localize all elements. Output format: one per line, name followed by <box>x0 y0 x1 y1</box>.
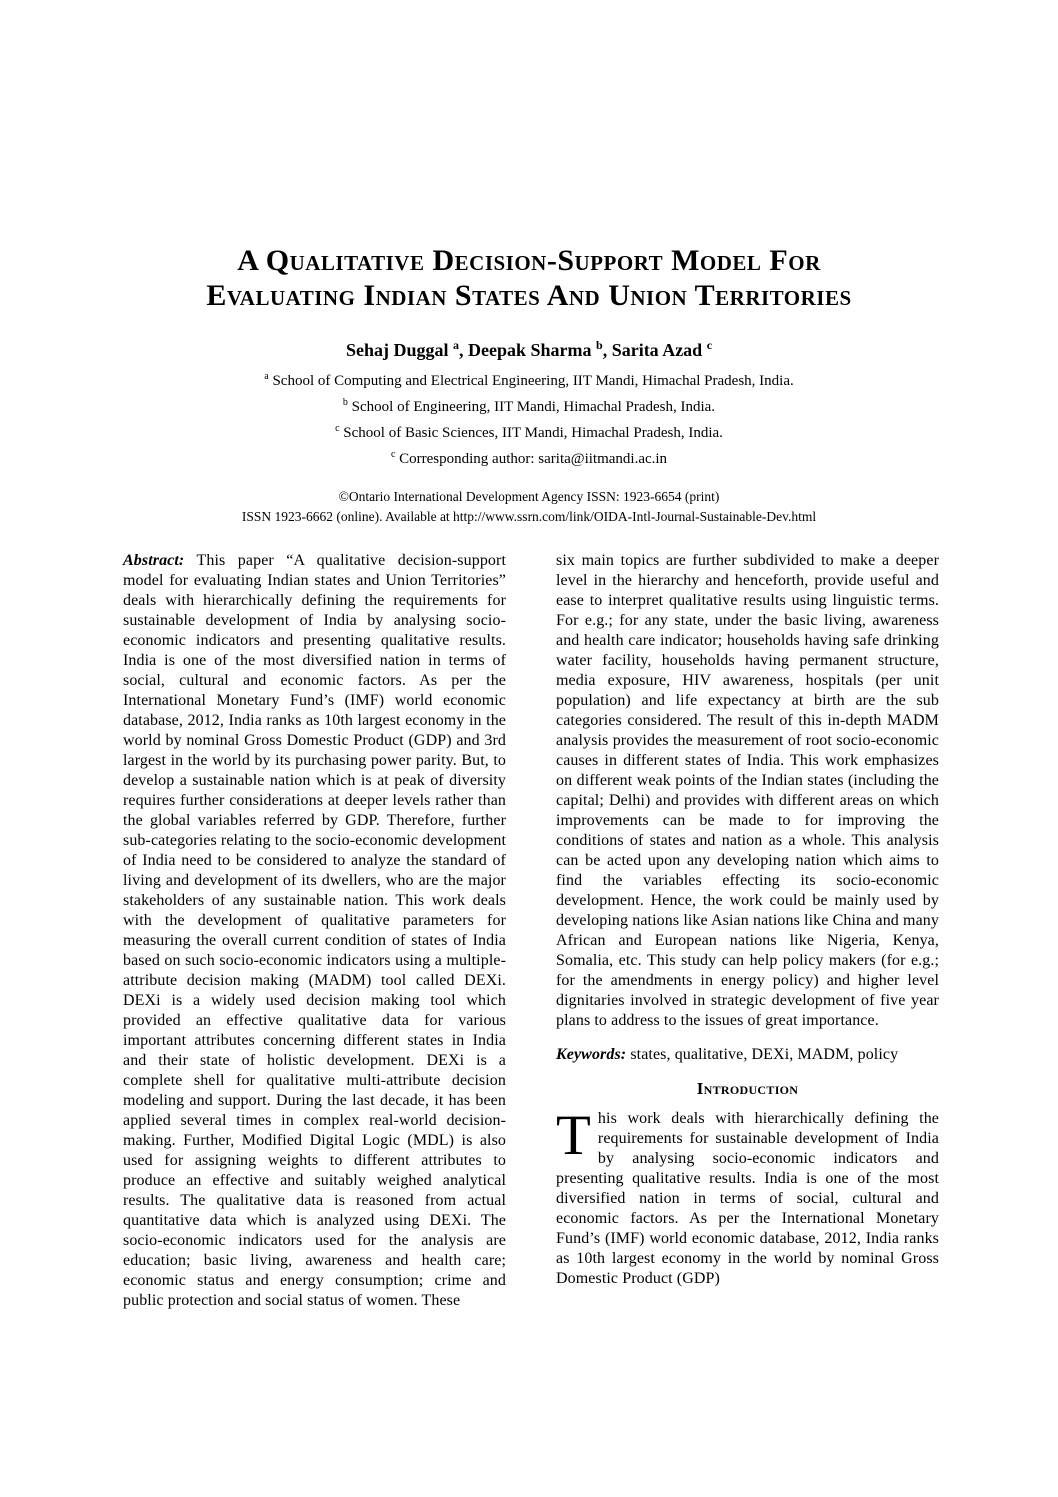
affiliation-text: School of Engineering, IIT Mandi, Himachal Pradesh, India. <box>351 399 716 415</box>
author-superscript: a <box>452 338 459 352</box>
keywords-line <box>556 1045 939 1065</box>
affiliation-line <box>0 366 1058 392</box>
issn-block <box>0 487 1058 527</box>
affiliation-text: School of Basic Sciences, IIT Mandi, Himachal Pradesh, India. <box>343 425 723 441</box>
author-separator: , <box>602 340 612 360</box>
introduction-text: his work deals with hierarchically defining the requirements for sustainable development of India by analysing socio-economic indicators and presenting qualitative results. India is one of the most diversified nation in terms of social, cultural and economic factors. As per the International Monetary Fund’s (IMF) world economic database, 2012, India ranks as 10th largest economy in the world by nominal Gross Domestic Product (GDP) <box>556 1110 939 1287</box>
author-line <box>0 338 1058 361</box>
abstract-label: Abstract: <box>123 552 185 569</box>
author-name: Sarita Azad <box>611 340 703 360</box>
corresponding-author-text: Corresponding author: sarita@iitmandi.ac.in <box>399 451 668 467</box>
abstract-text: This paper “A qualitative decision-support model for evaluating Indian states and Union Territories” deals with hierarchically defining the requirements for sustainable development of India by analysing socio-economic indicators and presenting qualitative results. India is one of the most diversified nation in terms of social, cultural and economic factors. As per the International Monetary Fund’s (IMF) world economic database, 2012, India ranks as 10th largest economy in the world by nominal Gross Domestic Product (GDP) and 3rd largest in the world by its purchasing power parity. But, to develop a sustainable nation which is at peak of diversity requires further considerations at deeper levels rather than the global variables referred by GDP. Therefore, further sub-categories relating to the socio-economic development of India need to be considered to analyze the standard of living and development of its dwellers, who are the major stakeholders of any sustainable nation. This work deals with the development of qualitative parameters for measuring the overall current condition of states of India based on such socio-economic indicators using a multiple-attribute decision making (MADM) tool called DEXi. DEXi is a widely used decision making tool which provided an effective qualitative data for various important attributes concerning different states in India and their state of holistic development. DEXi is a complete shell for qualitative multi-attribute decision modeling and support. During the last decade, it has been applied several times in complex real-world decision-making. Further, Modified Digital Logic (MDL) is also used for assigning weights to different attributes to produce an effective and suitably weighed analytical results. The qualitative data is reasoned from actual quantitative data which is analyzed using DEXi. The socio-economic indicators used for the analysis are education; basic living, awareness and health care; economic status and energy consumption; crime and public protection and social status of women. These <box>123 552 506 1309</box>
title-line-2: Evaluating Indian States And Union Territories <box>206 279 852 312</box>
left-column <box>123 551 506 1311</box>
author-name: Deepak Sharma <box>467 340 592 360</box>
affiliation-superscript: b <box>342 397 348 408</box>
author-name: Sehaj Duggal <box>345 340 449 360</box>
introduction-paragraph <box>556 1104 939 1289</box>
author-superscript: b <box>596 338 603 352</box>
abstract-continuation: six main topics are further subdivided to make a deeper level in the hierarchy and henceforth, provide useful and ease to interpret qualitative results using linguistic terms. For e.g.; for any state, under the basic living, awareness and health care indicator; households having safe drinking water facility, households having permanent structure, media exposure, HIV awareness, hospitals (per unit population) and life expectancy at birth are the sub categories considered. The result of this in-depth MADM analysis provides the measurement of root socio-economic causes in different states of India. This work emphasizes on different weak points of the Indian states (including the capital; Delhi) and provides with different areas on which improvements can be made to for improving the conditions of states and nation as a whole. This analysis can be acted upon any developing nation which aims to find the variables effecting its socio-economic development. Hence, the work could be mainly used by developing nations like Asian nations like China and many African and European nations like Nigeria, Kenya, Somalia, etc. This study can help policy makers (for e.g.; for the amendments in energy policy) and higher level dignitaries involved in strategic development of five year plans to address to the issues of great importance. <box>556 552 939 1029</box>
title-block <box>0 0 1058 527</box>
affiliation-superscript: c <box>335 423 340 434</box>
author-separator: , <box>458 340 468 360</box>
affiliation-superscript: a <box>264 371 269 382</box>
content-columns <box>123 551 939 1311</box>
introduction-heading: Introduction <box>696 1079 799 1098</box>
author-superscript: c <box>706 338 713 352</box>
paper-title <box>0 243 1058 313</box>
keywords-text: states, qualitative, DEXi, MADM, policy <box>630 1046 899 1063</box>
affiliations-block <box>0 366 1058 470</box>
affiliation-superscript: c <box>390 449 396 460</box>
issn-line-online: ISSN 1923-6662 (online). Available at http://www.ssrn.com/link/OIDA-Intl-Journal-Sustainable-Dev.html <box>241 509 817 524</box>
abstract-paragraph <box>123 551 506 1311</box>
title-line-1: A Qualitative Decision-Support Model For <box>237 244 821 277</box>
keywords-label: Keywords: <box>556 1046 627 1063</box>
affiliation-line <box>0 418 1058 444</box>
issn-line-print: ©Ontario International Development Agency ISSN: 1923-6654 (print) <box>338 489 720 504</box>
drop-cap: T <box>556 1104 591 1167</box>
affiliation-text: School of Computing and Electrical Engineering, IIT Mandi, Himachal Pradesh, India. <box>272 373 794 389</box>
corresponding-author-line <box>0 444 1058 470</box>
right-column <box>556 551 939 1311</box>
affiliation-line <box>0 392 1058 418</box>
